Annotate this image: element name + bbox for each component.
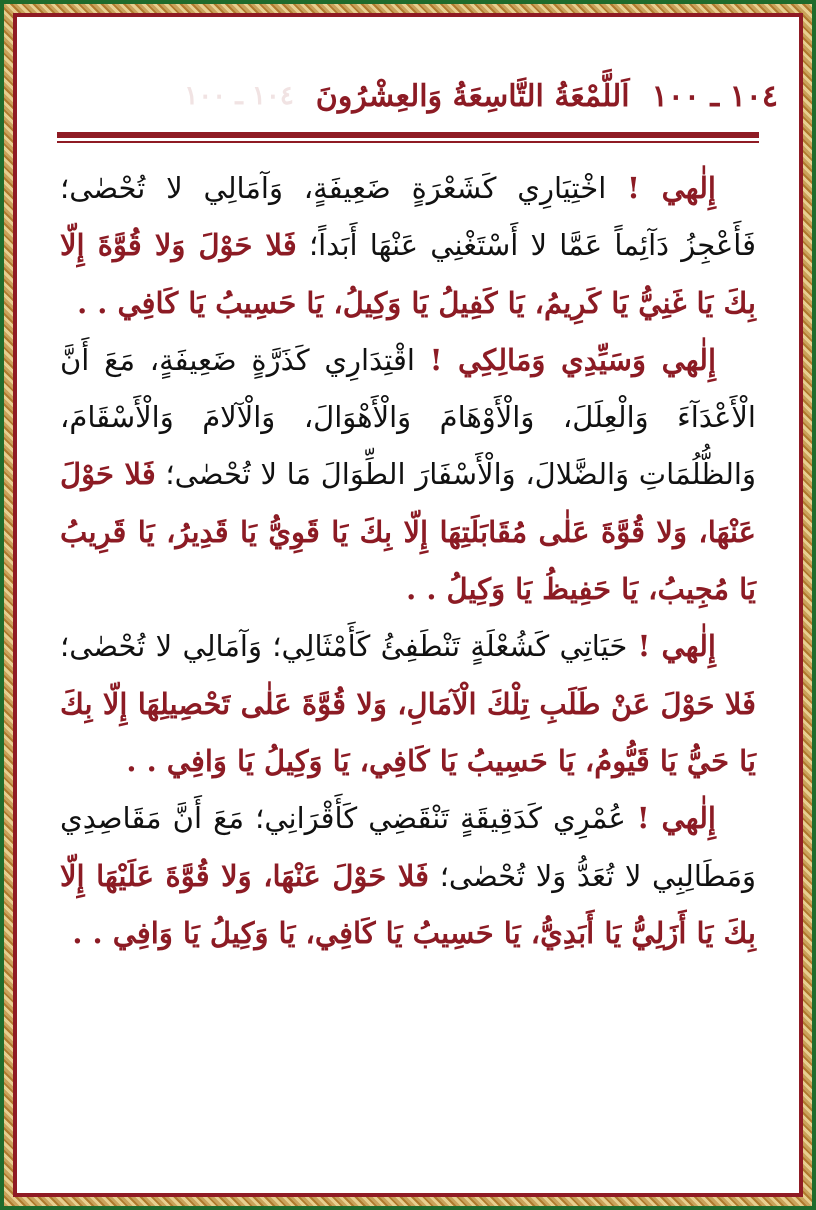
closing-supplication: فَلا حَوْلَ عَنْهَا، وَلا قُوَّةَ عَلَيْهَا إِلّا بِكَ يَا أَزَلِيُّ يَا أَبَدِيُّ، يَا حَسِيبُ يَا كَافِي، يَا وَكِيلُ يَا وَافِي . . [60,858,756,950]
invocation: إِلٰهي ! [627,171,716,205]
paragraph-text: عُمْرِي كَدَقِيقَةٍ تَنْقَضِي كَأَقْرَانِي؛ مَعَ أَنَّ مَقَاصِدِي وَمَطَالِبِي لا تُعَدُّ وَلا تُحْصٰى؛ [60,801,756,893]
header-rule-thin [57,141,759,143]
invocation: إِلٰهي ! [637,629,716,664]
closing-supplication: فَلا حَوْلَ وَلا قُوَّةَ إِلّا بِكَ يَا غَنِيُّ يَا كَرِيمُ، يَا كَفِيلُ يَا وَكِيلُ، يَا حَسِيبُ يَا كَافِي . . [60,228,756,320]
paragraph-4 [60,790,756,962]
invocation: إِلٰهي ! [636,801,716,836]
paragraph-text: اقْتِدَارِي كَذَرَّةٍ ضَعِيفَةٍ، مَعَ أَنَّ الْأَعْدَآءَ وَالْعِلَلَ، وَالْأَوْهَامَ وَالْأَهْوَالَ، وَالْآلامَ وَالْأَسْقَامَ، وَالظُّلُمَاتِ وَالضَّلالَ، وَالْأَسْفَارَ الطِّوَالَ مَا لا تُحْصٰى؛ [60,342,756,492]
closing-supplication: فَلا حَوْلَ عَنْ طَلَبِ تِلْكَ الْآمَالِ، وَلا قُوَّةَ عَلٰى تَحْصِيلِهَا إِلّا بِكَ يَا حَيُّ يَا قَيُّومُ، يَا حَسِيبُ يَا كَافِي، يَا وَكِيلُ يَا وَافِي . . [60,686,756,778]
paragraph-text: اخْتِيَارِي كَشَعْرَةٍ ضَعِيفَةٍ، وَآمَالِي لا تُحْصٰى؛ فَأَعْجِزُ دَآئِماً عَمَّا لا أَسْتَغْنِي عَنْهَا أَبَداً؛ [60,171,756,263]
paragraph-2 [60,332,756,618]
section-title: اَللَّمْعَةُ التَّاسِعَةُ وَالعِشْرُونَ [315,78,630,114]
page-range: ١٠٤ ـ ١٠٠ [651,78,778,114]
paragraph-1 [60,160,756,332]
ghost-page-range: ١٠٤ ـ ١٠٠ [184,81,294,111]
closing-supplication: فَلا حَوْلَ عَنْهَا، وَلا قُوَّةَ عَلٰى مُقَابَلَتِهَا إِلّا بِكَ يَا قَوِيُّ يَا قَدِيرُ، يَا قَرِيبُ يَا مُجِيبُ، يَا حَفِيظُ يَا وَكِيلُ . . [60,457,756,607]
paragraph-3 [60,618,756,790]
header-rule-thick [57,132,759,138]
invocation: إِلٰهي وَسَيِّدِي وَمَالِكِي ! [429,342,716,377]
paragraph-text: حَيَاتِي كَشُعْلَةٍ تَنْطَفِئُ كَأَمْثَالِي؛ وَآمَالِي لا تُحْصٰى؛ [60,629,638,664]
page-header [40,66,778,126]
prayer-text [60,160,756,962]
